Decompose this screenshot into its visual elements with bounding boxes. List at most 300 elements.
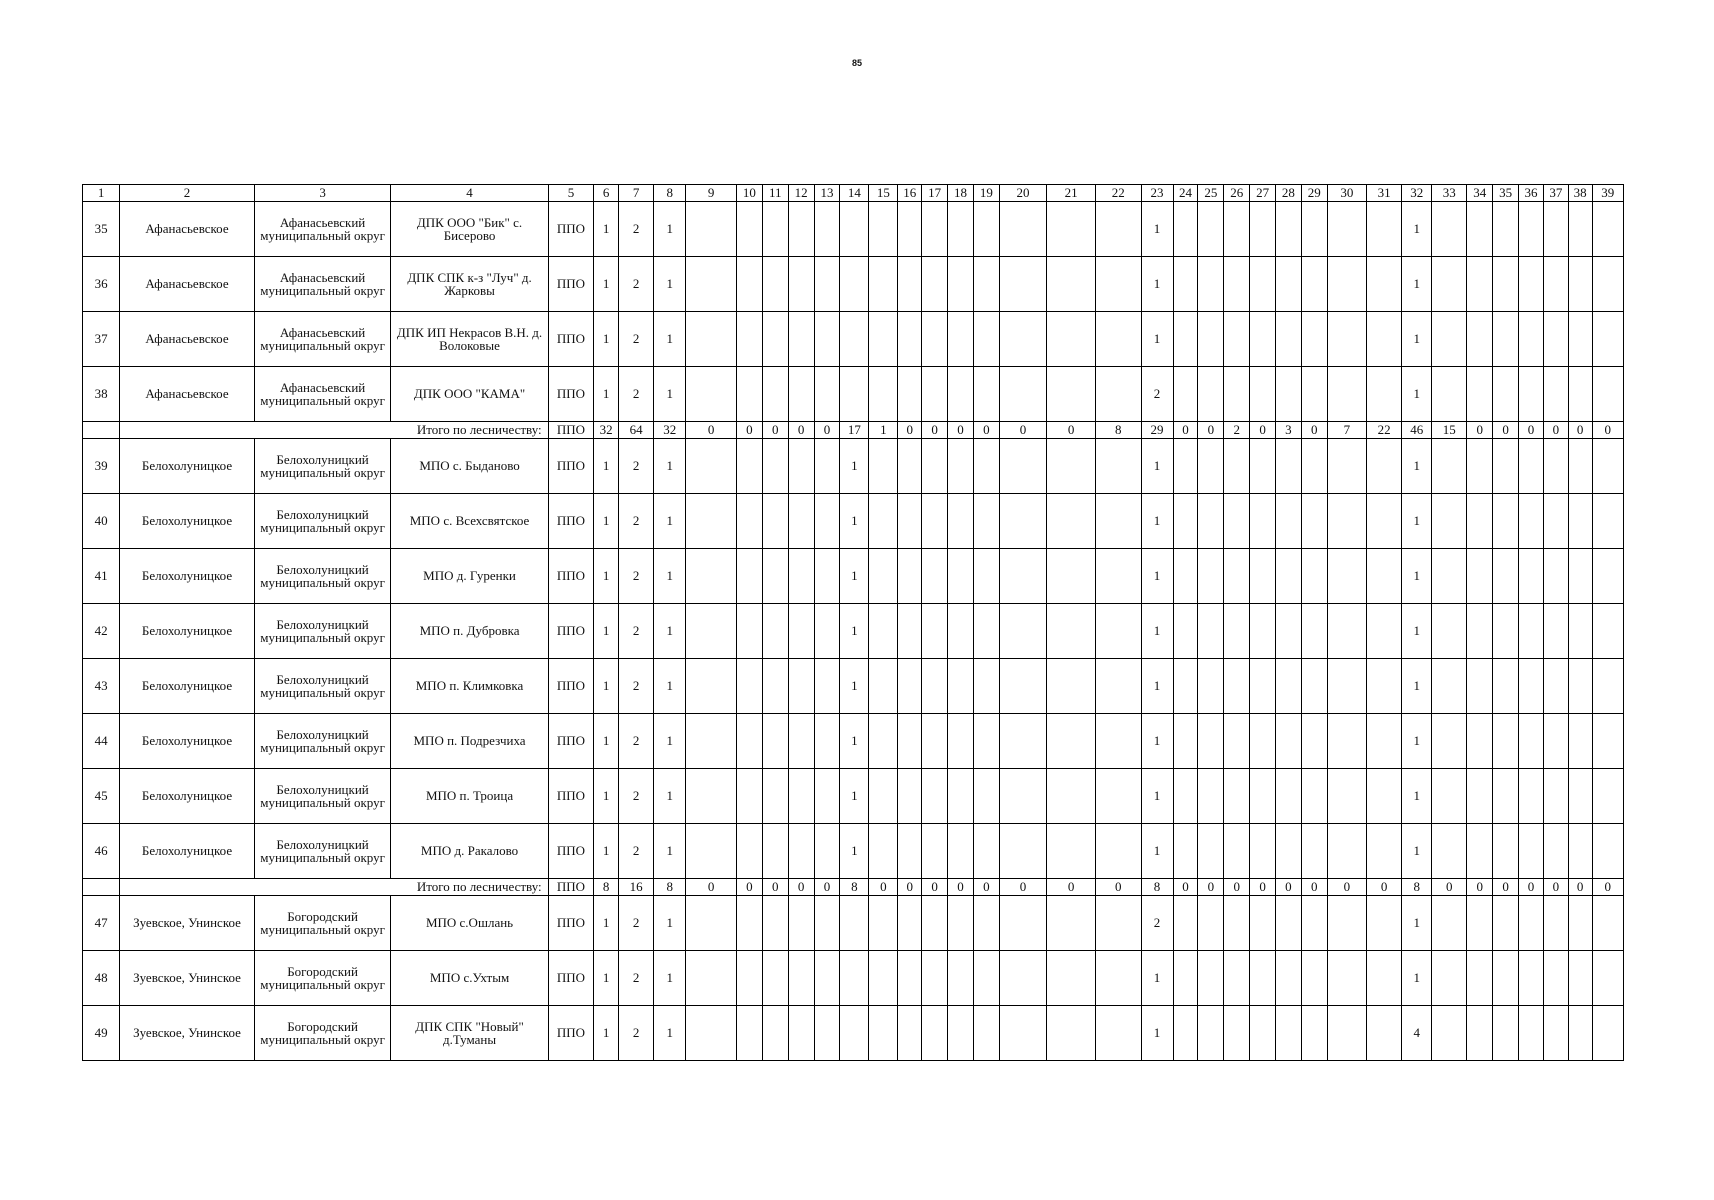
- cell-col-37: [1543, 714, 1568, 769]
- cell-col-30: [1327, 769, 1366, 824]
- cell-col-31: [1367, 714, 1402, 769]
- cell-col-28: [1276, 367, 1302, 422]
- cell-col-36: [1519, 549, 1544, 604]
- header-cell-29: 29: [1301, 185, 1327, 202]
- cell-col-14: 1: [840, 494, 869, 549]
- total-cell-col-9: 0: [686, 879, 737, 896]
- header-cell-14: 14: [840, 185, 869, 202]
- cell-col-18: [948, 824, 974, 879]
- cell-col-39: [1592, 951, 1623, 1006]
- cell-col-13: [814, 659, 840, 714]
- total-blank-cell: [83, 422, 120, 439]
- cell-col-23: 1: [1141, 257, 1173, 312]
- cell-col-26: [1224, 951, 1250, 1006]
- cell-col-21: [1047, 367, 1096, 422]
- cell-col-26: [1224, 824, 1250, 879]
- cell-col-24: [1173, 769, 1198, 824]
- cell-col-23: 1: [1141, 1006, 1173, 1061]
- table-row: [83, 896, 1624, 951]
- cell-col-9: [686, 769, 737, 824]
- total-cell-col-32: 8: [1402, 879, 1432, 896]
- cell-col-34: [1467, 659, 1493, 714]
- table-row: [83, 439, 1624, 494]
- cell-col-28: [1276, 1006, 1302, 1061]
- row-number: 37: [83, 312, 120, 367]
- cell-col-10: [737, 1006, 763, 1061]
- cell-col-11: [762, 1006, 788, 1061]
- cell-col-32: 1: [1402, 604, 1432, 659]
- cell-col-31: [1367, 494, 1402, 549]
- cell-col-37: [1543, 896, 1568, 951]
- unit-name: МПО п. Подрезчиха: [391, 714, 548, 769]
- row-number: 38: [83, 367, 120, 422]
- cell-col-15: [869, 494, 898, 549]
- district-name: Богородский муниципальный округ: [254, 1006, 391, 1061]
- cell-col-14: [840, 202, 869, 257]
- cell-col-15: [869, 1006, 898, 1061]
- cell-col-39: [1592, 439, 1623, 494]
- cell-col-6: 1: [594, 714, 619, 769]
- cell-col-26: [1224, 769, 1250, 824]
- row-number: 40: [83, 494, 120, 549]
- cell-col-37: [1543, 494, 1568, 549]
- forestry-name: Белохолуницкое: [120, 659, 255, 714]
- cell-col-9: [686, 202, 737, 257]
- cell-col-5: ППО: [548, 951, 594, 1006]
- cell-col-18: [948, 202, 974, 257]
- district-name: Богородский муниципальный округ: [254, 951, 391, 1006]
- table-row: [83, 714, 1624, 769]
- cell-col-29: [1301, 494, 1327, 549]
- cell-col-12: [788, 439, 814, 494]
- cell-col-36: [1519, 202, 1544, 257]
- cell-col-32: 1: [1402, 714, 1432, 769]
- cell-col-25: [1198, 659, 1224, 714]
- cell-col-14: [840, 1006, 869, 1061]
- cell-col-38: [1568, 494, 1592, 549]
- cell-col-5: ППО: [548, 312, 594, 367]
- cell-col-24: [1173, 494, 1198, 549]
- cell-col-8: 1: [654, 367, 686, 422]
- cell-col-35: [1493, 824, 1519, 879]
- cell-col-31: [1367, 549, 1402, 604]
- cell-col-25: [1198, 367, 1224, 422]
- cell-col-39: [1592, 769, 1623, 824]
- cell-col-14: 1: [840, 824, 869, 879]
- cell-col-22: [1095, 312, 1141, 367]
- cell-col-7: 2: [619, 896, 654, 951]
- cell-col-24: [1173, 604, 1198, 659]
- cell-col-14: 1: [840, 604, 869, 659]
- cell-col-18: [948, 494, 974, 549]
- cell-col-12: [788, 202, 814, 257]
- district-name: Белохолуницкий муниципальный округ: [254, 439, 391, 494]
- cell-col-8: 1: [654, 312, 686, 367]
- cell-col-17: [922, 769, 948, 824]
- cell-col-21: [1047, 494, 1096, 549]
- cell-col-14: 1: [840, 659, 869, 714]
- total-cell-col-30: 7: [1327, 422, 1366, 439]
- cell-col-15: [869, 257, 898, 312]
- cell-col-11: [762, 714, 788, 769]
- cell-col-7: 2: [619, 604, 654, 659]
- cell-col-8: 1: [654, 1006, 686, 1061]
- cell-col-22: [1095, 604, 1141, 659]
- cell-col-23: 1: [1141, 202, 1173, 257]
- cell-col-20: [999, 769, 1047, 824]
- cell-col-38: [1568, 659, 1592, 714]
- cell-col-13: [814, 549, 840, 604]
- cell-col-16: [898, 202, 922, 257]
- cell-col-33: [1432, 494, 1467, 549]
- total-cell-col-12: 0: [788, 422, 814, 439]
- district-name: Белохолуницкий муниципальный округ: [254, 769, 391, 824]
- cell-col-24: [1173, 1006, 1198, 1061]
- cell-col-7: 2: [619, 202, 654, 257]
- cell-col-12: [788, 659, 814, 714]
- total-cell-col-33: 0: [1432, 879, 1467, 896]
- cell-col-33: [1432, 367, 1467, 422]
- cell-col-12: [788, 367, 814, 422]
- table-row: [83, 604, 1624, 659]
- cell-col-35: [1493, 494, 1519, 549]
- cell-col-25: [1198, 312, 1224, 367]
- cell-col-28: [1276, 549, 1302, 604]
- cell-col-14: 1: [840, 769, 869, 824]
- cell-col-25: [1198, 202, 1224, 257]
- cell-col-9: [686, 896, 737, 951]
- district-name: Афанасьевский муниципальный округ: [254, 312, 391, 367]
- cell-col-9: [686, 951, 737, 1006]
- cell-col-39: [1592, 604, 1623, 659]
- cell-col-30: [1327, 257, 1366, 312]
- cell-col-17: [922, 202, 948, 257]
- cell-col-28: [1276, 312, 1302, 367]
- cell-col-9: [686, 824, 737, 879]
- cell-col-26: [1224, 257, 1250, 312]
- total-cell-col-35: 0: [1493, 879, 1519, 896]
- cell-col-31: [1367, 367, 1402, 422]
- total-cell-col-9: 0: [686, 422, 737, 439]
- cell-col-17: [922, 824, 948, 879]
- cell-col-15: [869, 714, 898, 769]
- unit-name: МПО п. Дубровка: [391, 604, 548, 659]
- cell-col-18: [948, 312, 974, 367]
- row-number: 47: [83, 896, 120, 951]
- unit-name: МПО д. Ракалово: [391, 824, 548, 879]
- cell-col-30: [1327, 1006, 1366, 1061]
- cell-col-11: [762, 439, 788, 494]
- cell-col-39: [1592, 896, 1623, 951]
- cell-col-5: ППО: [548, 549, 594, 604]
- cell-col-19: [973, 896, 999, 951]
- cell-col-23: 1: [1141, 604, 1173, 659]
- cell-col-36: [1519, 896, 1544, 951]
- row-number: 41: [83, 549, 120, 604]
- cell-col-11: [762, 202, 788, 257]
- cell-col-10: [737, 312, 763, 367]
- cell-col-27: [1250, 312, 1276, 367]
- cell-col-31: [1367, 312, 1402, 367]
- cell-col-26: [1224, 659, 1250, 714]
- header-cell-20: 20: [999, 185, 1047, 202]
- cell-col-20: [999, 714, 1047, 769]
- table-row: [83, 1006, 1624, 1061]
- cell-col-29: [1301, 604, 1327, 659]
- cell-col-6: 1: [594, 202, 619, 257]
- cell-col-16: [898, 896, 922, 951]
- cell-col-11: [762, 951, 788, 1006]
- total-cell-col-23: 29: [1141, 422, 1173, 439]
- cell-col-26: [1224, 714, 1250, 769]
- total-cell-col-28: 3: [1276, 422, 1302, 439]
- cell-col-16: [898, 769, 922, 824]
- cell-col-31: [1367, 604, 1402, 659]
- cell-col-16: [898, 604, 922, 659]
- cell-col-25: [1198, 604, 1224, 659]
- forestry-name: Афанасьевское: [120, 367, 255, 422]
- cell-col-22: [1095, 769, 1141, 824]
- cell-col-7: 2: [619, 659, 654, 714]
- cell-col-24: [1173, 659, 1198, 714]
- cell-col-6: 1: [594, 312, 619, 367]
- cell-col-27: [1250, 1006, 1276, 1061]
- cell-col-6: 1: [594, 1006, 619, 1061]
- cell-col-18: [948, 1006, 974, 1061]
- cell-col-14: 1: [840, 714, 869, 769]
- header-cell-7: 7: [619, 185, 654, 202]
- cell-col-19: [973, 824, 999, 879]
- row-number: 36: [83, 257, 120, 312]
- cell-col-26: [1224, 312, 1250, 367]
- cell-col-30: [1327, 312, 1366, 367]
- cell-col-7: 2: [619, 714, 654, 769]
- cell-col-11: [762, 312, 788, 367]
- header-cell-9: 9: [686, 185, 737, 202]
- cell-col-37: [1543, 604, 1568, 659]
- cell-col-38: [1568, 549, 1592, 604]
- district-name: Белохолуницкий муниципальный округ: [254, 714, 391, 769]
- cell-col-6: 1: [594, 896, 619, 951]
- cell-col-8: 1: [654, 769, 686, 824]
- cell-col-38: [1568, 604, 1592, 659]
- cell-col-27: [1250, 202, 1276, 257]
- cell-col-21: [1047, 604, 1096, 659]
- cell-col-11: [762, 604, 788, 659]
- cell-col-21: [1047, 951, 1096, 1006]
- table-row: [83, 312, 1624, 367]
- cell-col-14: [840, 257, 869, 312]
- cell-col-36: [1519, 312, 1544, 367]
- cell-col-8: 1: [654, 439, 686, 494]
- cell-col-29: [1301, 824, 1327, 879]
- cell-col-21: [1047, 1006, 1096, 1061]
- total-cell-col-37: 0: [1543, 879, 1568, 896]
- cell-col-26: [1224, 494, 1250, 549]
- cell-col-8: 1: [654, 659, 686, 714]
- cell-col-23: 1: [1141, 769, 1173, 824]
- cell-col-31: [1367, 659, 1402, 714]
- row-number: 42: [83, 604, 120, 659]
- cell-col-36: [1519, 439, 1544, 494]
- unit-name: ДПК СПК к-з "Луч" д. Жарковы: [391, 257, 548, 312]
- cell-col-8: 1: [654, 714, 686, 769]
- cell-col-22: [1095, 439, 1141, 494]
- cell-col-20: [999, 824, 1047, 879]
- header-cell-38: 38: [1568, 185, 1592, 202]
- cell-col-21: [1047, 769, 1096, 824]
- cell-col-17: [922, 951, 948, 1006]
- cell-col-30: [1327, 549, 1366, 604]
- cell-col-34: [1467, 367, 1493, 422]
- cell-col-20: [999, 896, 1047, 951]
- district-name: Белохолуницкий муниципальный округ: [254, 549, 391, 604]
- row-number: 48: [83, 951, 120, 1006]
- cell-col-37: [1543, 312, 1568, 367]
- total-cell-col-15: 0: [869, 879, 898, 896]
- cell-col-33: [1432, 1006, 1467, 1061]
- cell-col-5: ППО: [548, 439, 594, 494]
- cell-col-33: [1432, 202, 1467, 257]
- cell-col-5: ППО: [548, 494, 594, 549]
- cell-col-24: [1173, 714, 1198, 769]
- unit-name: МПО с.Ошлань: [391, 896, 548, 951]
- total-cell-col-38: 0: [1568, 422, 1592, 439]
- cell-col-17: [922, 1006, 948, 1061]
- cell-col-35: [1493, 367, 1519, 422]
- cell-col-15: [869, 604, 898, 659]
- cell-col-32: 1: [1402, 549, 1432, 604]
- cell-col-16: [898, 1006, 922, 1061]
- cell-col-9: [686, 367, 737, 422]
- header-cell-21: 21: [1047, 185, 1096, 202]
- cell-col-25: [1198, 714, 1224, 769]
- header-cell-31: 31: [1367, 185, 1402, 202]
- cell-col-29: [1301, 769, 1327, 824]
- cell-col-15: [869, 769, 898, 824]
- cell-col-17: [922, 257, 948, 312]
- table-row: [83, 824, 1624, 879]
- cell-col-5: ППО: [548, 604, 594, 659]
- cell-col-8: 1: [654, 951, 686, 1006]
- cell-col-24: [1173, 896, 1198, 951]
- cell-col-7: 2: [619, 824, 654, 879]
- cell-col-7: 2: [619, 494, 654, 549]
- cell-col-18: [948, 439, 974, 494]
- cell-col-36: [1519, 604, 1544, 659]
- cell-col-29: [1301, 312, 1327, 367]
- cell-col-14: [840, 367, 869, 422]
- cell-col-9: [686, 549, 737, 604]
- total-cell-col-25: 0: [1198, 422, 1224, 439]
- cell-col-18: [948, 549, 974, 604]
- cell-col-13: [814, 951, 840, 1006]
- cell-col-23: 1: [1141, 549, 1173, 604]
- cell-col-37: [1543, 257, 1568, 312]
- cell-col-17: [922, 714, 948, 769]
- cell-col-28: [1276, 202, 1302, 257]
- cell-col-38: [1568, 769, 1592, 824]
- cell-col-33: [1432, 896, 1467, 951]
- cell-col-18: [948, 714, 974, 769]
- cell-col-12: [788, 604, 814, 659]
- cell-col-10: [737, 824, 763, 879]
- cell-col-39: [1592, 1006, 1623, 1061]
- table-row: [83, 769, 1624, 824]
- cell-col-22: [1095, 714, 1141, 769]
- header-cell-28: 28: [1276, 185, 1302, 202]
- cell-col-19: [973, 951, 999, 1006]
- cell-col-8: 1: [654, 824, 686, 879]
- cell-col-25: [1198, 951, 1224, 1006]
- cell-col-16: [898, 951, 922, 1006]
- unit-name: ДПК СПК "Новый" д.Туманы: [391, 1006, 548, 1061]
- forestry-name: Белохолуницкое: [120, 714, 255, 769]
- header-cell-22: 22: [1095, 185, 1141, 202]
- total-cell-col-8: 8: [654, 879, 686, 896]
- header-cell-16: 16: [898, 185, 922, 202]
- cell-col-28: [1276, 714, 1302, 769]
- cell-col-15: [869, 312, 898, 367]
- cell-col-13: [814, 604, 840, 659]
- cell-col-34: [1467, 951, 1493, 1006]
- table-row: [83, 494, 1624, 549]
- cell-col-32: 1: [1402, 439, 1432, 494]
- district-name: Белохолуницкий муниципальный округ: [254, 494, 391, 549]
- row-number: 43: [83, 659, 120, 714]
- header-cell-17: 17: [922, 185, 948, 202]
- cell-col-9: [686, 439, 737, 494]
- cell-col-26: [1224, 367, 1250, 422]
- district-name: Белохолуницкий муниципальный округ: [254, 824, 391, 879]
- cell-col-28: [1276, 604, 1302, 659]
- cell-col-16: [898, 439, 922, 494]
- cell-col-17: [922, 312, 948, 367]
- cell-col-25: [1198, 769, 1224, 824]
- cell-col-31: [1367, 439, 1402, 494]
- cell-col-25: [1198, 549, 1224, 604]
- total-cell-col-29: 0: [1301, 879, 1327, 896]
- cell-col-13: [814, 714, 840, 769]
- cell-col-33: [1432, 714, 1467, 769]
- cell-col-13: [814, 769, 840, 824]
- cell-col-20: [999, 951, 1047, 1006]
- cell-col-36: [1519, 367, 1544, 422]
- total-cell-col-30: 0: [1327, 879, 1366, 896]
- total-cell-col-10: 0: [737, 422, 763, 439]
- cell-col-24: [1173, 824, 1198, 879]
- total-cell-col-6: 8: [594, 879, 619, 896]
- cell-col-25: [1198, 257, 1224, 312]
- cell-col-22: [1095, 1006, 1141, 1061]
- cell-col-5: ППО: [548, 257, 594, 312]
- cell-col-10: [737, 257, 763, 312]
- cell-col-37: [1543, 769, 1568, 824]
- cell-col-32: 1: [1402, 202, 1432, 257]
- total-cell-col-14: 17: [840, 422, 869, 439]
- cell-col-38: [1568, 1006, 1592, 1061]
- header-cell-37: 37: [1543, 185, 1568, 202]
- cell-col-9: [686, 312, 737, 367]
- cell-col-11: [762, 549, 788, 604]
- cell-col-30: [1327, 824, 1366, 879]
- page-number: 85: [851, 58, 862, 68]
- header-cell-30: 30: [1327, 185, 1366, 202]
- cell-col-19: [973, 494, 999, 549]
- cell-col-39: [1592, 549, 1623, 604]
- cell-col-11: [762, 367, 788, 422]
- total-cell-col-29: 0: [1301, 422, 1327, 439]
